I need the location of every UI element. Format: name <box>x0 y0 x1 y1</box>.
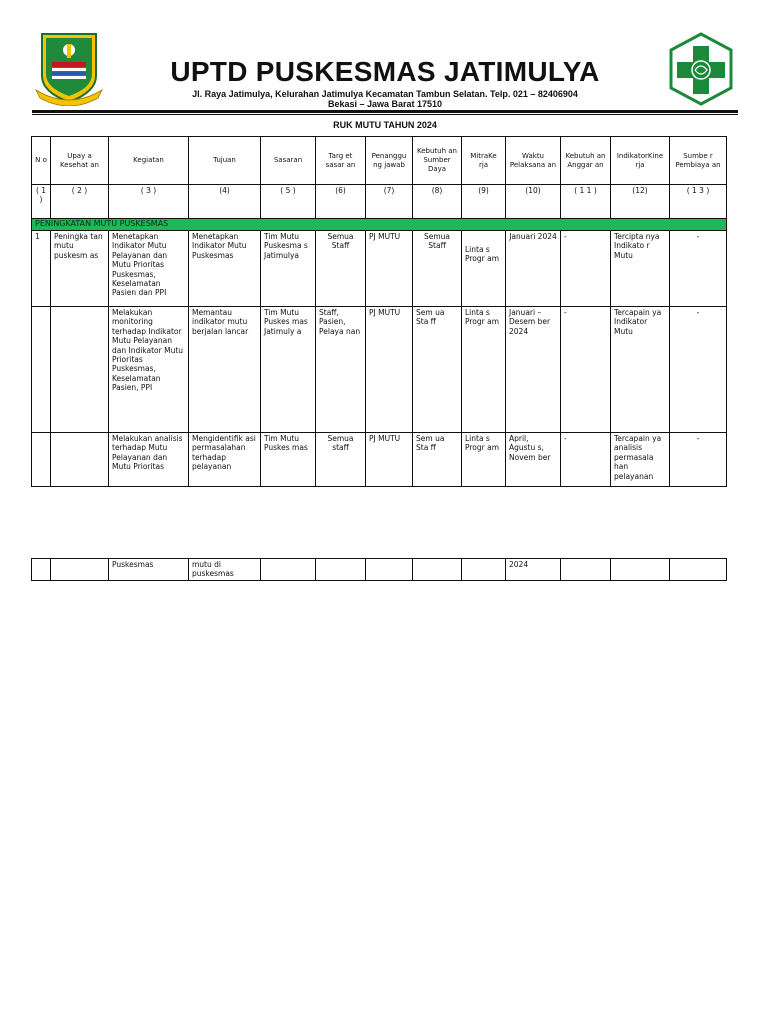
section-title: PENINGKATAN MUTU PUSKESMAS <box>32 219 727 231</box>
column-number: ( 2 ) <box>51 185 109 219</box>
column-number-row <box>32 185 727 219</box>
table-cell <box>51 559 109 581</box>
column-header: MitraKe rja <box>462 137 506 185</box>
table-cell: PJ MUTU <box>366 231 413 307</box>
table-cell: Melakukan analisis terhadap Mutu Pelayanan dan Mutu Prioritas <box>109 433 189 487</box>
table-cell: Melakukan monitoring terhadap Indikator Mutu Pelayanan dan Indikator Mutu Prioritas Puskesmas, Keselamatan Pasien, PPI <box>109 307 189 433</box>
column-header: Tujuan <box>189 137 261 185</box>
table-cell: Tercapain ya Indikator Mutu <box>611 307 670 433</box>
table-cell: Sem ua Sta ff <box>413 307 462 433</box>
table-cell: Puskesmas <box>109 559 189 581</box>
table-cell: Memantau indikator mutu berjalan lancar <box>189 307 261 433</box>
table-cell: PJ MUTU <box>366 433 413 487</box>
column-number: (8) <box>413 185 462 219</box>
table-cell <box>32 307 51 433</box>
table-cell: - <box>561 433 611 487</box>
table-cell <box>32 559 51 581</box>
kabupaten-bekasi-crest-icon <box>34 32 104 106</box>
column-number: (12) <box>611 185 670 219</box>
table-cell: Januari – Desem ber 2024 <box>506 307 561 433</box>
puskesmas-cross-icon <box>667 32 735 106</box>
letterhead <box>0 0 768 130</box>
table-cell: Tim Mutu Puskes mas Jatimuly a <box>261 307 316 433</box>
table-cell: Linta s Progr am <box>462 433 506 487</box>
table-cell: - <box>670 307 727 433</box>
table-cell: Mengidentifik asi permasalahan terhadap pelayanan <box>189 433 261 487</box>
table-cell <box>316 559 366 581</box>
column-header: Sumbe r Pembiaya an <box>670 137 727 185</box>
table-cell <box>413 559 462 581</box>
column-number: ( 1 1 ) <box>561 185 611 219</box>
table-cell <box>51 433 109 487</box>
table-cell: Semua Staff <box>316 231 366 307</box>
table-cell <box>261 559 316 581</box>
table-row <box>32 559 727 581</box>
ruk-table-continuation <box>31 558 727 581</box>
table-cell: Tercapain ya analisis permasala han pelayanan <box>611 433 670 487</box>
table-cell: Linta s Progr am <box>462 307 506 433</box>
column-header: Upay a Kesehat an <box>51 137 109 185</box>
header-divider <box>32 110 738 113</box>
address-line: Jl. Raya Jatimulya, Kelurahan Jatimulya Kecamatan Tambun Selatan. Telp. 021 – 82406904 <box>192 89 578 99</box>
table-cell: Staff, Pasien, Pelaya nan <box>316 307 366 433</box>
column-header: Kebutuh an Sumber Daya <box>413 137 462 185</box>
table-cell: 2024 <box>506 559 561 581</box>
section-row <box>32 219 727 231</box>
column-header: Targ et sasar an <box>316 137 366 185</box>
column-header: Kebutuh an Anggar an <box>561 137 611 185</box>
table-cell <box>366 559 413 581</box>
table-cell: Semua Staff <box>413 231 462 307</box>
column-header: Waktu Pelaksana an <box>506 137 561 185</box>
table-cell <box>462 559 506 581</box>
table-cell <box>561 559 611 581</box>
header-divider-thin <box>32 114 738 115</box>
table-cell <box>670 559 727 581</box>
table-cell: Menetapkan Indikator Mutu Pelayanan dan Mutu Prioritas Puskesmas, Keselamatan Pasien dan PPI <box>109 231 189 307</box>
column-number: (7) <box>366 185 413 219</box>
column-number: ( 5 ) <box>261 185 316 219</box>
table-cell: Semua staff <box>316 433 366 487</box>
column-number: ( 1 3 ) <box>670 185 727 219</box>
column-header: Sasaran <box>261 137 316 185</box>
table-cell: Tim Mutu Puskesma s Jatimulya <box>261 231 316 307</box>
column-number: (4) <box>189 185 261 219</box>
column-header: IndikatorKine rja <box>611 137 670 185</box>
table-cell: - <box>561 231 611 307</box>
table-cell: Linta s Progr am <box>462 231 506 307</box>
table-cell <box>51 307 109 433</box>
table-cell: Sem ua Sta ff <box>413 433 462 487</box>
column-header: N o <box>32 137 51 185</box>
table-cell: Tercipta nya Indikato r Mutu <box>611 231 670 307</box>
table-cell <box>32 433 51 487</box>
table-cell: mutu di puskesmas <box>189 559 261 581</box>
table-cell: 1 <box>32 231 51 307</box>
table-cell: Menetapkan Indikator Mutu Puskesmas <box>189 231 261 307</box>
document-title: RUK MUTU TAHUN 2024 <box>333 120 437 130</box>
table-cell: Tim Mutu Puskes mas <box>261 433 316 487</box>
table-cell: April, Agustu s, Novem ber <box>506 433 561 487</box>
column-number: (10) <box>506 185 561 219</box>
column-header: Penanggu ng jawab <box>366 137 413 185</box>
column-number: (9) <box>462 185 506 219</box>
table-cell: - <box>670 433 727 487</box>
column-number: ( 1 ) <box>32 185 51 219</box>
address-city: Bekasi – Jawa Barat 17510 <box>327 99 443 109</box>
table-row <box>32 231 727 307</box>
column-number: ( 3 ) <box>109 185 189 219</box>
table-cell: - <box>561 307 611 433</box>
table-row <box>32 307 727 433</box>
table-cell: PJ MUTU <box>366 307 413 433</box>
table-cell: Januari 2024 <box>506 231 561 307</box>
column-header: Kegiatan <box>109 137 189 185</box>
table-cell: Peningka tan mutu puskesm as <box>51 231 109 307</box>
column-number: (6) <box>316 185 366 219</box>
page-title: UPTD PUSKESMAS JATIMULYA <box>170 56 600 87</box>
table-header-row <box>32 137 727 185</box>
table-row <box>32 433 727 487</box>
table-cell <box>611 559 670 581</box>
table-cell: - <box>670 231 727 307</box>
ruk-table <box>31 136 727 487</box>
